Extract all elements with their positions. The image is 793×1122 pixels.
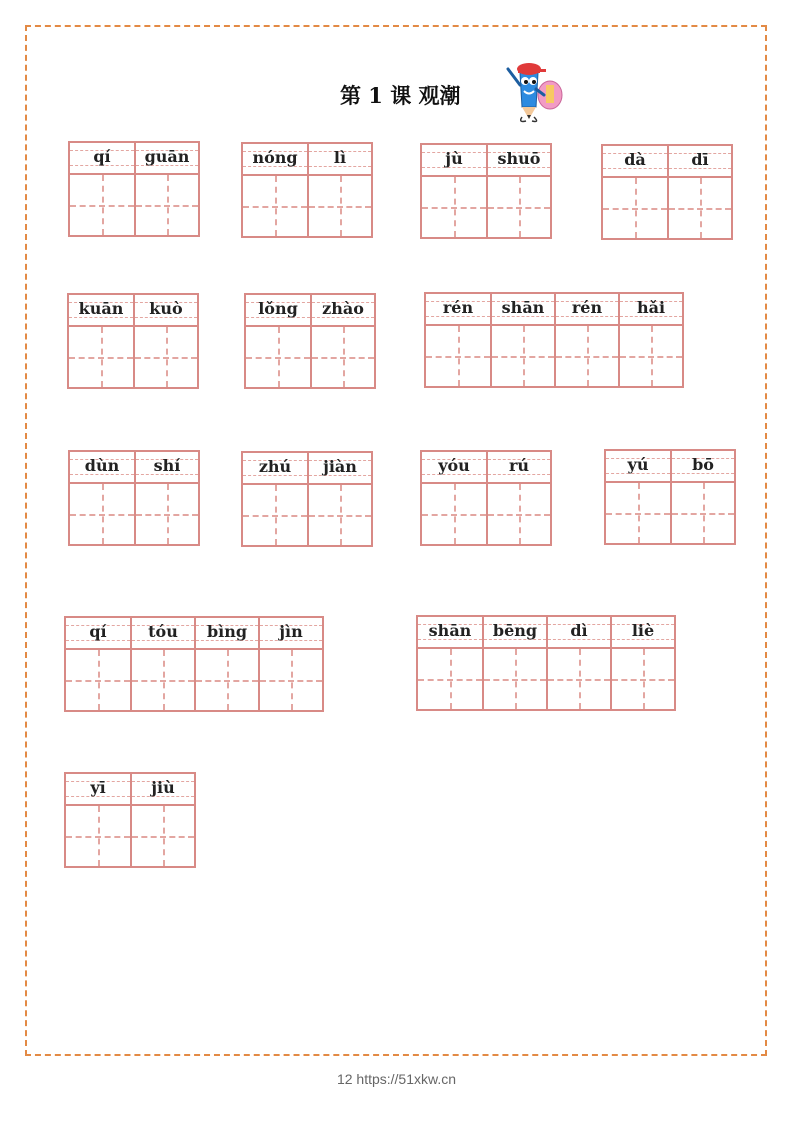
pinyin-box [620,294,682,326]
tian-grid-box[interactable] [672,483,734,543]
pinyin-writing-grid [244,293,376,389]
pinyin-writing-grid [64,616,324,712]
character-cell[interactable] [603,146,667,238]
tian-grid-box[interactable] [132,806,194,866]
pinyin-box [418,617,482,649]
pinyin-box [492,294,554,326]
tian-grid-box[interactable] [196,650,258,710]
tian-grid-box[interactable] [484,649,546,709]
pinyin-box [243,144,307,176]
character-cell[interactable] [554,294,618,386]
tian-grid-box[interactable] [66,650,130,710]
pinyin-writing-grid [241,142,373,238]
pinyin-label: jiàn [323,457,357,476]
tian-grid-box[interactable] [426,326,490,386]
tian-grid-box[interactable] [246,327,310,387]
tian-grid-box[interactable] [606,483,670,543]
pinyin-box [556,294,618,326]
character-cell[interactable] [667,146,731,238]
character-cell[interactable] [246,295,310,387]
pinyin-box [612,617,674,649]
pinyin-box [70,143,134,175]
pinyin-label: guān [144,147,190,166]
pinyin-writing-grid [416,615,676,711]
pinyin-label: qí [93,147,111,166]
pinyin-box [196,618,258,650]
pinyin-label: jù [445,149,463,168]
pinyin-box [422,452,486,484]
pinyin-box [70,452,134,484]
character-cell[interactable] [194,618,258,710]
tian-grid-box[interactable] [548,649,610,709]
pinyin-box [132,618,194,650]
character-cell[interactable] [422,452,486,544]
pinyin-label: dùn [84,456,120,475]
character-cell[interactable] [134,452,198,544]
pinyin-box [488,452,550,484]
pinyin-label: rú [508,456,530,475]
pinyin-writing-grid [424,292,684,388]
character-cell[interactable] [70,452,134,544]
pinyin-box [246,295,310,327]
character-cell[interactable] [426,294,490,386]
pinyin-box [66,774,130,806]
tian-grid-box[interactable] [66,806,130,866]
character-cell[interactable] [66,618,130,710]
pinyin-label: yī [90,778,106,797]
pinyin-box [69,295,133,327]
pinyin-label: lì [333,148,347,167]
pinyin-label: kuān [78,299,124,318]
pinyin-label: bō [692,455,714,474]
pinyin-box [603,146,667,178]
pinyin-label: kuò [149,299,183,318]
pinyin-box [260,618,322,650]
pinyin-label: jìn [279,622,303,641]
character-cell[interactable] [486,145,550,237]
tian-grid-box[interactable] [69,327,133,387]
page-footer: 12 https://51xkw.cn [336,1071,457,1087]
tian-grid-box[interactable] [669,178,731,238]
pinyin-box [312,295,374,327]
pinyin-box [309,144,371,176]
character-cell[interactable] [69,295,133,387]
tian-grid-box[interactable] [260,650,322,710]
character-cell[interactable] [258,618,322,710]
pinyin-label: bìng [206,622,248,641]
pinyin-box [484,617,546,649]
tian-grid-box[interactable] [612,649,674,709]
pinyin-box [136,143,198,175]
tian-grid-box[interactable] [312,327,374,387]
character-cell[interactable] [243,453,307,545]
pinyin-box [132,774,194,806]
pinyin-label: dà [624,150,646,169]
character-cell[interactable] [66,774,130,866]
pinyin-box [243,453,307,485]
pinyin-label: hǎi [636,298,666,317]
pinyin-box [422,145,486,177]
tian-grid-box[interactable] [309,176,371,236]
pinyin-writing-grid [241,451,373,547]
character-cell[interactable] [307,144,371,236]
tian-grid-box[interactable] [136,484,198,544]
pinyin-box [309,453,371,485]
pinyin-writing-grid [64,772,196,868]
tian-grid-box[interactable] [70,484,134,544]
tian-grid-box[interactable] [243,485,307,545]
pinyin-label: bēng [492,621,538,640]
pinyin-label: liè [631,621,655,640]
character-cell[interactable] [546,617,610,709]
character-cell[interactable] [307,453,371,545]
tian-grid-box[interactable] [136,175,198,235]
tian-grid-box[interactable] [243,176,307,236]
character-cell[interactable] [310,295,374,387]
pinyin-label: yóu [438,456,470,475]
pinyin-label: qí [89,622,107,641]
pinyin-label: nóng [252,148,298,167]
pinyin-label: shān [501,298,545,317]
pinyin-writing-grid [420,143,552,239]
character-cell[interactable] [70,143,134,235]
pinyin-box [426,294,490,326]
tian-grid-box[interactable] [132,650,194,710]
tian-grid-box[interactable] [309,485,371,545]
pinyin-label: shí [153,456,181,475]
pinyin-box [672,451,734,483]
character-cell[interactable] [243,144,307,236]
pinyin-label: shān [428,621,472,640]
tian-grid-box[interactable] [620,326,682,386]
tian-grid-box[interactable] [70,175,134,235]
pinyin-label: zhú [258,457,292,476]
tian-grid-box[interactable] [603,178,667,238]
character-cell[interactable] [490,294,554,386]
pinyin-writing-grid [68,450,200,546]
pinyin-box [136,452,198,484]
character-cell[interactable] [606,451,670,543]
tian-grid-box[interactable] [556,326,618,386]
character-cell[interactable] [418,617,482,709]
pinyin-label: tóu [148,622,178,641]
pinyin-label: jiù [151,778,175,797]
pinyin-box [66,618,130,650]
tian-grid-box[interactable] [488,177,550,237]
pinyin-writing-grid [604,449,736,545]
character-cell[interactable] [482,617,546,709]
tian-grid-box[interactable] [488,484,550,544]
character-cell[interactable] [130,774,194,866]
pinyin-label: yú [627,455,649,474]
pinyin-box [488,145,550,177]
pinyin-writing-grid [601,144,733,240]
pinyin-label: dì [570,621,588,640]
character-cell[interactable] [130,618,194,710]
tian-grid-box[interactable] [418,649,482,709]
character-cell[interactable] [610,617,674,709]
pinyin-label: zhào [322,299,364,318]
lesson-title: 第 1 课 观潮 [340,83,461,108]
pinyin-writing-grid [420,450,552,546]
pinyin-writing-grid [68,141,200,237]
character-cell[interactable] [133,295,197,387]
pinyin-box [135,295,197,327]
tian-grid-box[interactable] [422,484,486,544]
character-cell[interactable] [422,145,486,237]
character-cell[interactable] [670,451,734,543]
pinyin-label: lǒng [258,299,298,318]
pinyin-writing-grid [67,293,199,389]
pinyin-label: rén [571,298,603,317]
pinyin-label: shuō [497,149,541,168]
pinyin-label: rén [442,298,474,317]
pinyin-label: dī [691,150,709,169]
tian-grid-box[interactable] [492,326,554,386]
tian-grid-box[interactable] [422,177,486,237]
character-cell[interactable] [134,143,198,235]
character-cell[interactable] [486,452,550,544]
tian-grid-box[interactable] [135,327,197,387]
pinyin-box [669,146,731,178]
pinyin-box [548,617,610,649]
character-cell[interactable] [618,294,682,386]
pinyin-box [606,451,670,483]
pencil-mascot-icon [500,55,570,125]
